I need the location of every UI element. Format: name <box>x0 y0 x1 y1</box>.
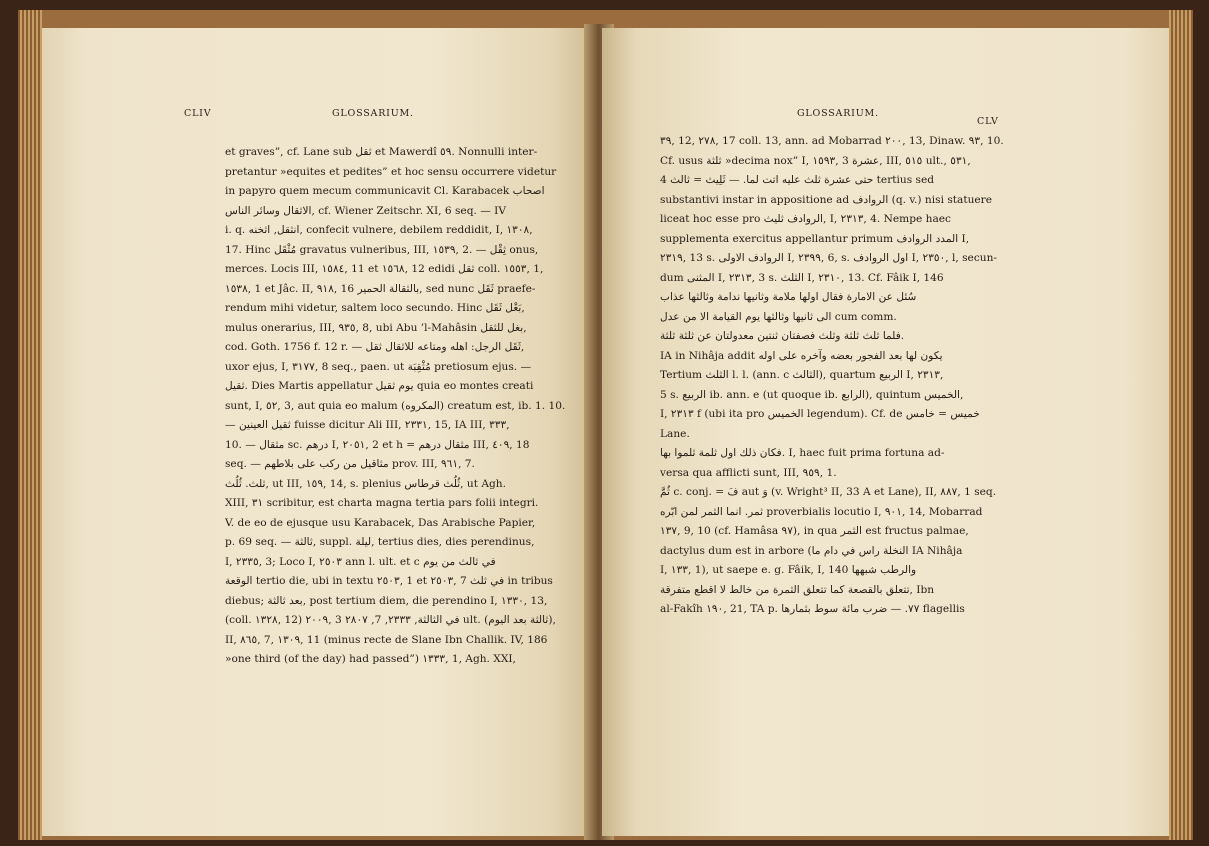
text-line: dactylus dum est in arbore (النخلة راس في دام ما IA Nihâja <box>660 544 963 557</box>
text-line: I, ٢٣٣٥, 3; Loco I, ٢٥٠٣ ann l. ult. et c في ثالث من يوم <box>225 555 496 568</box>
text-line: ٢٣١٩, 13 s. الروادف الاولى I, ٢٣٩٩, 6, s. اول الروادف I, ٢٣٥٠, l, secun- <box>660 252 997 264</box>
text-line: i. q. انثقل, اثخنه, confecit vulnere, debilem reddidit, I, ١٣٠٨, <box>225 224 533 236</box>
text-line: in papyro quem mecum communicavit Cl. Karabacek اصحاب <box>225 185 545 197</box>
running-title-left: GLOSSARIUM. <box>332 108 414 119</box>
text-line: sunt, I, ٥٢, 3, aut quia eo malum (المكروه) creatum est, ib. 1. 10. <box>225 399 566 412</box>
text-line: 10. — مثقال sc. درهم I, ٢٠٥١, 2 et h = مثقال درهم III, ٤٠٩, 18 <box>225 438 530 451</box>
text-line: ثقيل. Dies Martis appellatur يوم ثقيل quia eo montes creati <box>225 380 534 392</box>
text-line: versa qua afflicti sunt, III, ٩٥٩, 1. <box>660 466 837 479</box>
text-line: ثلث. ثُلُث, ut III, ١٥٩, 14, s. plenius ثُلُث قرطاس, ut Agh. <box>225 477 506 490</box>
page-edges-left <box>18 10 42 840</box>
text-line: ثُمَّ c. conj. = فَ aut وَ (v. Wright³ II, 33 A et Lane), II, ٨٨٧, 1 seq. <box>660 486 997 498</box>
text-line: 17. Hinc مُثْقَل gravatus vulneribus, III, ١٥٣٩, 2. — ثِقْل onus, <box>225 243 539 256</box>
page-number-right: CLV <box>977 116 999 127</box>
left-page-body <box>225 143 575 670</box>
text-line: Tertium الثلث l. l. (ann. c الثالث), quartum الربيع I, ٢٣١٣, <box>660 369 944 381</box>
text-line: merces. Locis III, ١٥٨٤, 11 et ١٥٦٨, 12 edidi ثقل coll. ١٥٥٣, 1, <box>225 263 544 275</box>
text-line: p. 69 seq. — ثالثة, suppl. ليلة, tertius dies, dies perendinus, <box>225 536 535 548</box>
text-line: ١٥٣٨, 1 et Jâc. II, ٩١٨, 16 بالثقالة الحمير, sed nunc ثَقَل praefe- <box>225 282 536 295</box>
text-line: سُئل عن الامارة فقال اولها ملامة وثانيها ندامة وثالثها عذاب <box>660 291 917 303</box>
left-page <box>42 28 597 836</box>
text-line: تتعلق بالقصعة كما تتعلق الثمرة من خالط لا اقطع متفرقة, Ibn <box>660 583 935 596</box>
text-line: I, ٢٣١٣ f (ubi ita pro الخميس legendum). Cf. de خميس = خامس <box>660 408 980 420</box>
text-line: Lane. <box>660 427 690 440</box>
text-line: pretantur »equites et pedites” et hoc sensu occurrere videtur <box>225 165 557 178</box>
running-title-right: GLOSSARIUM. <box>797 108 879 119</box>
text-line: diebus; بعد ثالثة, post tertium diem, die perendino I, ١٣٣٠, 13, <box>225 594 548 607</box>
text-line: فكان ذلك اول ثلمة ثلموا بها. I, haec fuit prima fortuna ad- <box>660 447 945 459</box>
text-line: V. de eo de ejusque usu Karabacek, Das Arabische Papier, <box>225 516 536 529</box>
text-line: Cf. usus ثلثة »decima nox” I, ١٥٩٣, 3 عشرة, III, ٥١٥ ult., ٥٣١, <box>660 154 971 167</box>
text-line: الى ثانيها وثالثها يوم القيامة الا من عدل cum comm. <box>660 310 897 323</box>
text-line: XIII, ٣١ scribitur, est charta magna tertia pars folii integri. <box>225 497 539 509</box>
text-line: ٣٩, 12, ٢٧٨, 17 coll. 13, ann. ad Mobarrad ٢٠٠, 13, Dinaw. ٩٣, 10. <box>660 135 1004 147</box>
text-line: supplementa exercitus appellantur primum المدد الروادف I, <box>660 232 970 245</box>
text-line: 5 s. الربيع ib. ann. e (ut quoque ib. الرابع), quintum الخميس, <box>660 388 964 401</box>
text-line: uxor ejus, I, ٣١٧٧, 8 seq., paen. ut مُثْقِبَة pretiosum ejus. — <box>225 360 532 373</box>
text-line: ١٣٧, 9, 10 (cf. Hamâsa ٩٧), in qua الثمر est fructus palmae, <box>660 525 969 537</box>
text-line: II, ٨٦٥, 7, ١٣٠٩, 11 (minus recte de Slane Ibn Challik. IV, 186 <box>225 633 548 646</box>
text-line: liceat hoc esse pro الروادف ثليث, I, ٢٣١٣, 4. Nempe haec <box>660 213 951 225</box>
text-line: — ثقيل العينين fuisse dicitur Ali III, ٢٣٣١, 15, IA III, ٣٣٣, <box>225 419 510 431</box>
text-line: dum المثنى I, ٢٣١٣, 3 s. الثلث I, ٢٣١٠, 13. Cf. Fâik I, 146 <box>660 271 944 284</box>
text-line: seq. — مثاقيل من ركب على بلاطهم prov. III, ٩٦١, 7. <box>225 458 475 470</box>
text-line: I, ١٣٣, 1), ut saepe e. g. Fâik, I, 140 والرطب شبهها <box>660 564 917 576</box>
text-line: IA in Nihâja addit يكون لها بعد الفجور بعضه وآخره على اوله <box>660 349 943 362</box>
text-line: ثمر. انما الثمر لمن ابّره proverbialis locutio I, ٩٠١, 14, Mobarrad <box>660 505 983 518</box>
text-line: الوقعة tertio die, ubi in textu ٢٥٠٣, 1 et ٢٥٠٣, 7 في ثلث in tribus <box>225 575 553 587</box>
text-line: substantivi instar in appositione ad الروادف (q. v.) nisi statuere <box>660 193 993 206</box>
text-line: rendum mihi videtur, saltem loco secundo. Hinc بَغْل ثَقَل, <box>225 302 525 314</box>
text-line: 4 حتى عشرة ثلث عليه اتت لما. — ثَلِيث = ثالث tertius sed <box>660 174 935 186</box>
right-page <box>602 28 1169 836</box>
right-page-body <box>660 132 1050 620</box>
text-line: al-Fakîh ١٩٠, 21, TA p. ٧٧. — ضرب مائة سوط بثمارها flagellis <box>660 603 965 615</box>
open-book <box>18 10 1193 840</box>
text-line: (coll. ١٣٢٨, 12) ٢٠٠٩, 3 في الثالثة, ٢٣٣٣, 7, ٢٨٠٧ ult. (ثالثة بعد اليوم), <box>225 614 556 626</box>
text-line: mulus onerarius, III, ٩٣٥, 8, ubi Abu ’l-Mahâsin بغل للثقل, <box>225 321 527 334</box>
text-line: فلما ثلث ثلثة وثلث فصفتان ثنتين معدولتان عن ثلثة ثلثة. <box>660 330 905 342</box>
text-line: et graves”, cf. Lane sub ثقل et Mawerdî ٥٩. Nonnulli inter- <box>225 146 538 158</box>
text-line: »one third (of the day) had passed”) ١٣٣٣, 1, Agh. XXI, <box>225 653 516 665</box>
text-line: cod. Goth. 1756 f. 12 r. — ثَقَل الرجل: اهله ومتاعه للاثقال ثقل, <box>225 341 525 353</box>
page-number-left: CLIV <box>184 108 212 119</box>
page-edges-right <box>1169 10 1193 840</box>
text-line: الاثقال وسائر الناس, cf. Wiener Zeitschr. XI, 6 seq. — IV <box>225 204 507 217</box>
